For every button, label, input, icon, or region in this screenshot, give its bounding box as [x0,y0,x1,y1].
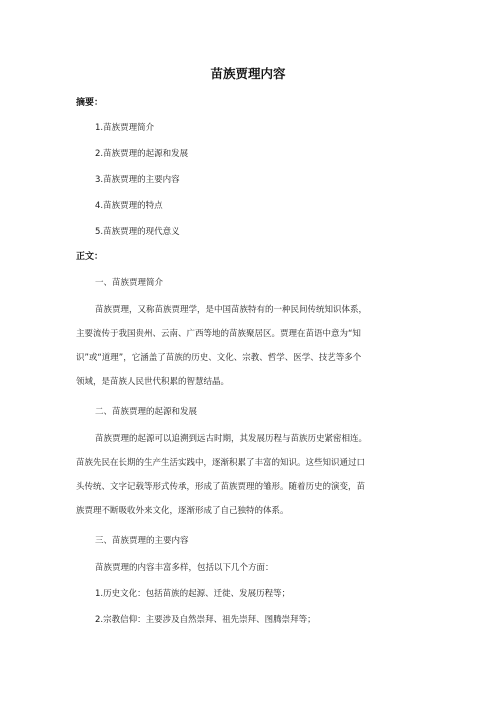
paragraph-line: 苗族贾理的内容丰富多样，包括以下几个方面： [95,563,274,573]
body-label: 正文： [76,252,104,262]
paragraph-line: 识”或“道理”，它涵盖了苗族的历史、文化、宗教、哲学、医学、技艺等多个 [76,353,362,363]
paragraph-line: 主要流传于我国贵州、云南、广西等地的苗族聚居区。贾理在苗语中意为“知 [76,329,361,339]
abstract-label: 摘要： [76,98,104,108]
paragraph-line: 苗族贾理，又称苗族贾理学，是中国苗族特有的一种民间传统知识体系， [95,305,368,315]
toc-item: 5.苗族贾理的现代意义 [95,227,180,237]
section-heading: 一、苗族贾理简介 [95,278,164,288]
list-item: 2.宗教信仰：主要涉及自然崇拜、祖先崇拜、图腾崇拜等； [95,615,316,625]
paragraph-line: 苗族先民在长期的生产生活实践中，逐渐积累了丰富的知识。这些知识通过口 [76,458,366,468]
toc-item: 1.苗族贾理简介 [95,123,155,133]
toc-item: 2.苗族贾理的起源和发展 [95,149,189,159]
list-item: 1.历史文化：包括苗族的起源、迁徙、发展历程等； [95,589,291,599]
paragraph-line: 苗族贾理的起源可以追溯到远古时期，其发展历程与苗族历史紧密相连。 [95,434,368,444]
section-heading: 三、苗族贾理的主要内容 [95,536,189,546]
paragraph-line: 族贾理不断吸收外来文化，逐渐形成了自己独特的体系。 [76,506,289,516]
paragraph-line: 领域，是苗族人民世代积累的智慧结晶。 [76,377,230,387]
toc-item: 4.苗族贾理的特点 [95,201,163,211]
section-heading: 二、苗族贾理的起源和发展 [95,407,198,417]
paragraph-line: 头传统、文字记载等形式传承，形成了苗族贾理的雏形。随着历史的演变，苗 [76,482,366,492]
toc-item: 3.苗族贾理的主要内容 [95,175,180,185]
page-title: 苗族贾理内容 [210,66,286,81]
